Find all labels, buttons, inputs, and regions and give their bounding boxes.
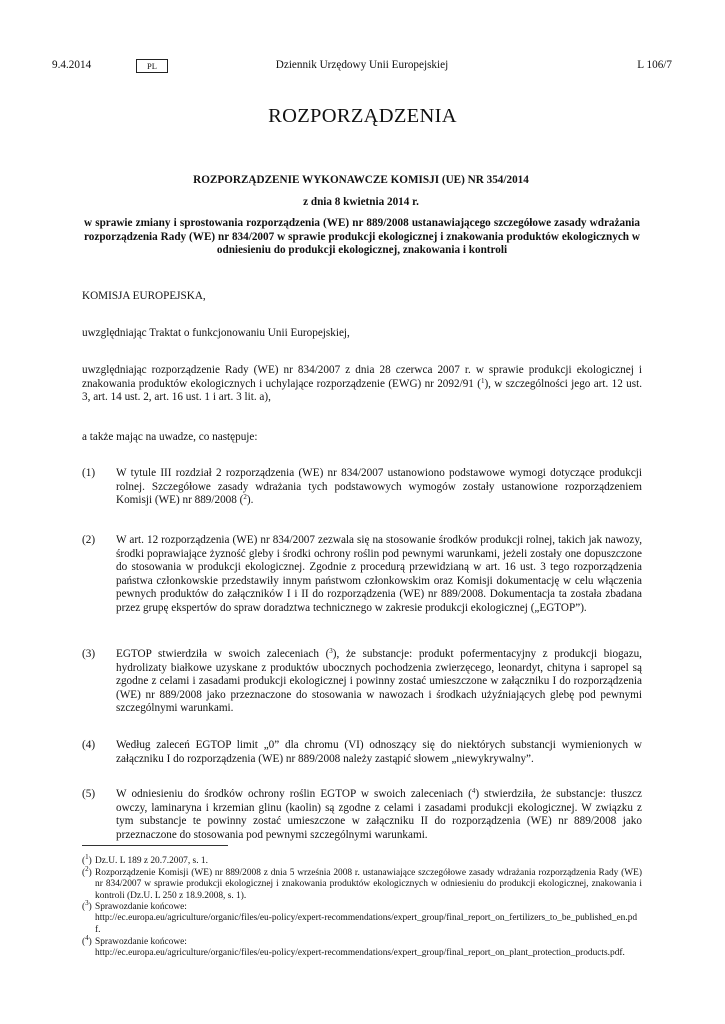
footnote-ref: 1 bbox=[480, 376, 485, 385]
recital-number: (4) bbox=[82, 739, 96, 751]
footnote-marker: ($^3$) bbox=[82, 899, 92, 912]
footnote-text: Dz.U. L 189 z 20.7.2007, s. 1. bbox=[95, 856, 208, 866]
recital-text bbox=[116, 648, 642, 716]
footnote-ref: 2 bbox=[243, 493, 247, 502]
preamble-authority: KOMISJA EUROPEJSKA, bbox=[82, 290, 206, 302]
recital-text-before: W art. 12 rozporządzenia (WE) nr 834/2007 zezwala się na stosowanie środków produkcji rolnej, takich jak nawozy, środki poprawiające żyzność gleby i środki ochrony roślin pod pewnymi warunkami, jeżeli zostały one dopuszczone do stosowania w produkcji ekologicznej. Zgodnie z procedurą przewidzianą w art. 16 ust. 3 tego rozporządzenia państwa członkowskie przedstawiły innym państwom członkowskim oraz Komisji dokumentację w celu włączenia pewnych produktów do załączników I i II do rozporządzenia (WE) nr 889/2008. Dokumentacja ta została zbadana przez grupę ekspertów do spraw doradztwa technicznego w zakresie produkcji ekologicznej („EGTOP”). bbox=[116, 534, 642, 614]
footnote-marker: ($^4$) bbox=[82, 934, 92, 947]
journal-name: Dziennik Urzędowy Unii Europejskiej bbox=[275, 59, 449, 71]
footnote-text: Sprawozdanie końcowe: bbox=[95, 902, 187, 912]
recital-text-before: W odniesieniu do środków ochrony roślin EGTOP w swoich zaleceniach ( bbox=[116, 788, 472, 800]
recital-number: (2) bbox=[82, 534, 96, 546]
footnote-ref: 4 bbox=[471, 787, 476, 795]
regulation-date: z dnia 8 kwietnia 2014 r. bbox=[303, 196, 419, 208]
recital-number: (1) bbox=[82, 467, 96, 479]
recital-text-after: ) stwierdziła, że substancje: tłuszcz owczy, laminaryna i krzemian glinu (kaolin) są zgodne z celami i zasadami produkcji ekologicznej. W związku z tym substancje te powinny zostać umieszczone w załączniku II do rozporządzenia (WE) nr 889/2008 jako przeznaczone do stosowania pod pewnymi szczególnymi warunkami. bbox=[116, 788, 642, 841]
recital-text-before: W tytule III rozdział 2 rozporządzenia (WE) nr 834/2007 ustanowiono podstawowe wymogi dotyczące produkcji rolnej. Szczegółowe zasady wdrażania tych podstawowych wymogów zostały ustanowione rozporządzeniem Komisji (WE) nr 889/2008 ( bbox=[116, 467, 642, 507]
footnote-marker: ($^2$) bbox=[82, 865, 92, 878]
recital-text-before: Według zaleceń EGTOP limit „0” dla chromu (VI) odnoszący się do niektórych substancji wymienionych w załączniku I do rozporządzenia (WE) nr 889/2008 należy zastąpić słowem „niewykrywalny”. bbox=[116, 739, 642, 765]
regulation-subject: w sprawie zmiany i sprostowania rozporządzenia (WE) nr 889/2008 ustanawiającego szczegółowe zasady wdrażania rozporządzenia Rady (WE) nr 834/2007 w sprawie produkcji ekologicznej i znakowania produktów ekologicznych w odniesieniu do produkcji ekologicznej, znakowania i kontroli bbox=[84, 217, 640, 256]
footnote-ref: 3 bbox=[329, 647, 333, 655]
recital-text-after: ), że substancje: produkt pofermentacyjny z produkcji biogazu, hydrolizaty białkowe uzyskane z produktów ubocznych pochodzenia zwierzęcego, leonardyt, chityna i sapropel są zgodne z celami i zasadami produkcji ekologicznej i powinny zostać umieszczone w załączniku I do rozporządzenia (WE) nr 889/2008 jako przeznaczone do stosowania w nawozach i środkach użyźniających glebę pod pewnymi szczególnymi warunkami. bbox=[116, 648, 642, 715]
page-header bbox=[52, 59, 672, 75]
preamble-text-before: uwzględniając rozporządzenie Rady (WE) nr 834/2007 z dnia 28 czerwca 2007 r. w sprawie produkcji ekologicznej i znakowania produktów ekologicznych i uchylające rozporządzenie (EWG) nr 2092/91 ( bbox=[82, 364, 642, 390]
recital-text bbox=[116, 788, 642, 842]
page-reference: L 106/7 bbox=[637, 59, 672, 71]
footnote-link[interactable]: http://ec.europa.eu/agriculture/organic/files/eu-policy/expert-recommendations/expert_group/final_report_on_fertilizers_to_be_published_en.pdf. bbox=[95, 913, 638, 935]
recital-text bbox=[116, 467, 642, 508]
regulation-title: ROZPORZĄDZENIE WYKONAWCZE KOMISJI (UE) NR 354/2014 bbox=[193, 174, 529, 186]
recital-text bbox=[116, 739, 642, 766]
footnote-text: Sprawozdanie końcowe: bbox=[95, 937, 187, 947]
section-title: ROZPORZĄDZENIA bbox=[268, 105, 457, 127]
recital-number: (5) bbox=[82, 788, 96, 800]
footnote-link[interactable]: http://ec.europa.eu/agriculture/organic/files/eu-policy/expert-recommendations/expert_group/final_report_on_plant_protection_products.pdf. bbox=[95, 948, 625, 959]
recital-text-after: ). bbox=[246, 494, 254, 507]
recital-number: (3) bbox=[82, 648, 96, 660]
preamble-regulation-reference bbox=[82, 364, 642, 405]
publication-date: 9.4.2014 bbox=[52, 59, 92, 71]
footnote-divider bbox=[82, 845, 228, 846]
recital-text-before: EGTOP stwierdziła w swoich zaleceniach ( bbox=[116, 648, 330, 660]
preamble-treaty: uwzględniając Traktat o funkcjonowaniu Unii Europejskiej, bbox=[82, 327, 350, 339]
recital-text bbox=[116, 534, 642, 616]
footnote-text: Rozporządzenie Komisji (WE) nr 889/2008 z dnia 5 września 2008 r. ustanawiające szczegółowe zasady wdrażania rozporządzenia Rady (WE) nr 834/2007 w sprawie produkcji ekologicznej i znakowania produktów ekologicznych w odniesieniu do produkcji ekologicznej, znakowania i kontroli (Dz.U. L 250 z 18.9.2008, s. 1). bbox=[95, 868, 642, 901]
language-badge: PL bbox=[136, 59, 168, 73]
footnote-marker: ($^1$) bbox=[82, 853, 92, 866]
preamble-text-after: ), w szczególności jego art. 12 ust. 3, art. 14 ust. 2, art. 16 ust. 1 i art. 3 lit. a), bbox=[82, 377, 642, 404]
preamble-whereas: a także mając na uwadze, co następuje: bbox=[82, 431, 258, 443]
